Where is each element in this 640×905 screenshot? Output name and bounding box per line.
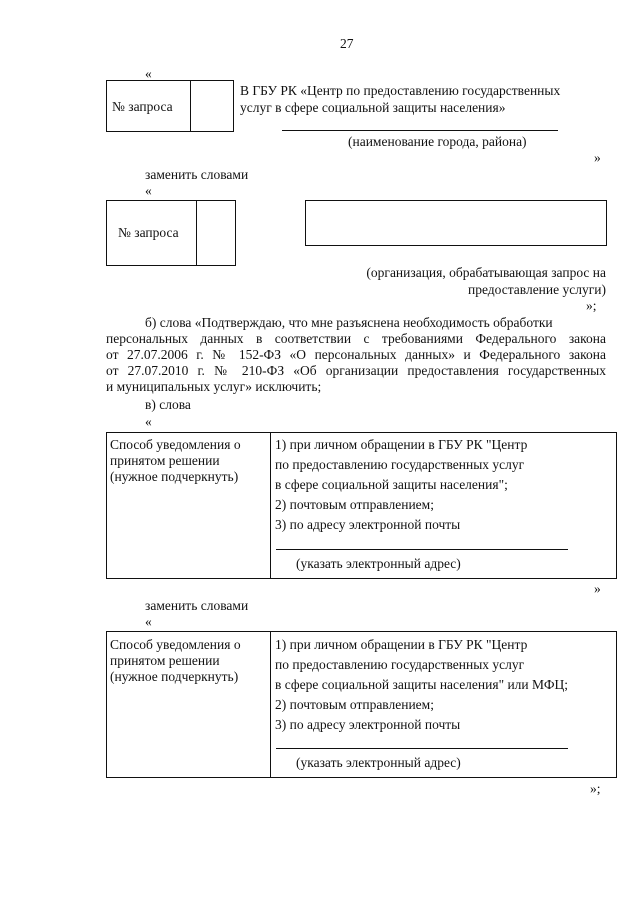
organization-box [305, 200, 607, 246]
table2-right-line1: 1) при личном обращении в ГБУ РК "Центр [275, 637, 528, 652]
email-underline [276, 549, 568, 550]
email-underline [276, 748, 568, 749]
table2-right-line2: по предоставлению государственных услуг [275, 657, 525, 672]
close-quote-semicolon: »; [590, 781, 601, 796]
org-name-line1: В ГБУ РК «Центр по предоставлению государственных [240, 83, 561, 98]
replace-words-label: заменить словами [145, 598, 249, 613]
request-number-label: № запроса [112, 99, 173, 114]
request-number-label: № запроса [118, 225, 179, 240]
table2-right-line4: 2) почтовым отправлением; [275, 697, 434, 712]
city-caption: (наименование города, района) [348, 134, 527, 149]
table2-right-line3: в сфере социальной защиты населения" или МФЦ; [275, 677, 569, 692]
request-box-divider [196, 200, 197, 266]
table2-left-line1: Способ уведомления о [110, 637, 241, 652]
table2-left-line3: (нужное подчеркнуть) [110, 669, 239, 684]
para-v: в) слова [145, 397, 191, 412]
table-divider [270, 631, 271, 778]
close-quote: » [594, 581, 601, 596]
table1-right-line2: по предоставлению государственных услуг [275, 457, 525, 472]
open-quote: « [145, 183, 152, 198]
table1-left-line2: принятом решении [110, 453, 220, 468]
table1-right-line5: 3) по адресу электронной почты [275, 517, 461, 532]
page-number: 27 [340, 36, 354, 51]
para-b-line5: и муниципальных услуг» исключить; [106, 379, 322, 394]
para-b-line3: от 27.07.2006 г. № 152-ФЗ «О персональных данных» и Федерального закона [106, 347, 606, 362]
close-quote: » [594, 150, 601, 165]
email-caption: (указать электронный адрес) [296, 556, 461, 571]
request-box-divider [190, 80, 191, 132]
email-caption: (указать электронный адрес) [296, 755, 461, 770]
para-b-line4: от 27.07.2010 г. № 210-ФЗ «Об организации предоставления государственных [106, 363, 606, 378]
table1-right-line4: 2) почтовым отправлением; [275, 497, 434, 512]
open-quote: « [145, 66, 152, 81]
table-divider [270, 432, 271, 579]
organization-caption-line2: предоставление услуги) [467, 282, 606, 297]
city-underline [282, 130, 558, 131]
table2-left-line2: принятом решении [110, 653, 220, 668]
open-quote: « [145, 614, 152, 629]
table1-left-line3: (нужное подчеркнуть) [110, 469, 239, 484]
table1-left-line1: Способ уведомления о [110, 437, 241, 452]
org-name-line2: услуг в сфере социальной защиты населения» [240, 100, 506, 115]
table1-right-line3: в сфере социальной защиты населения"; [275, 477, 508, 492]
replace-words-label: заменить словами [145, 167, 249, 182]
table2-right-line5: 3) по адресу электронной почты [275, 717, 461, 732]
para-b-line2: персональных данных в соответствии с требованиями Федерального закона [106, 331, 606, 346]
table1-right-line1: 1) при личном обращении в ГБУ РК "Центр [275, 437, 528, 452]
close-quote-semicolon: »; [586, 298, 597, 313]
para-b-line1: б) слова «Подтверждаю, что мне разъяснена необходимость обработки [145, 315, 553, 330]
organization-caption-line1: (организация, обрабатывающая запрос на [366, 265, 606, 280]
open-quote: « [145, 414, 152, 429]
